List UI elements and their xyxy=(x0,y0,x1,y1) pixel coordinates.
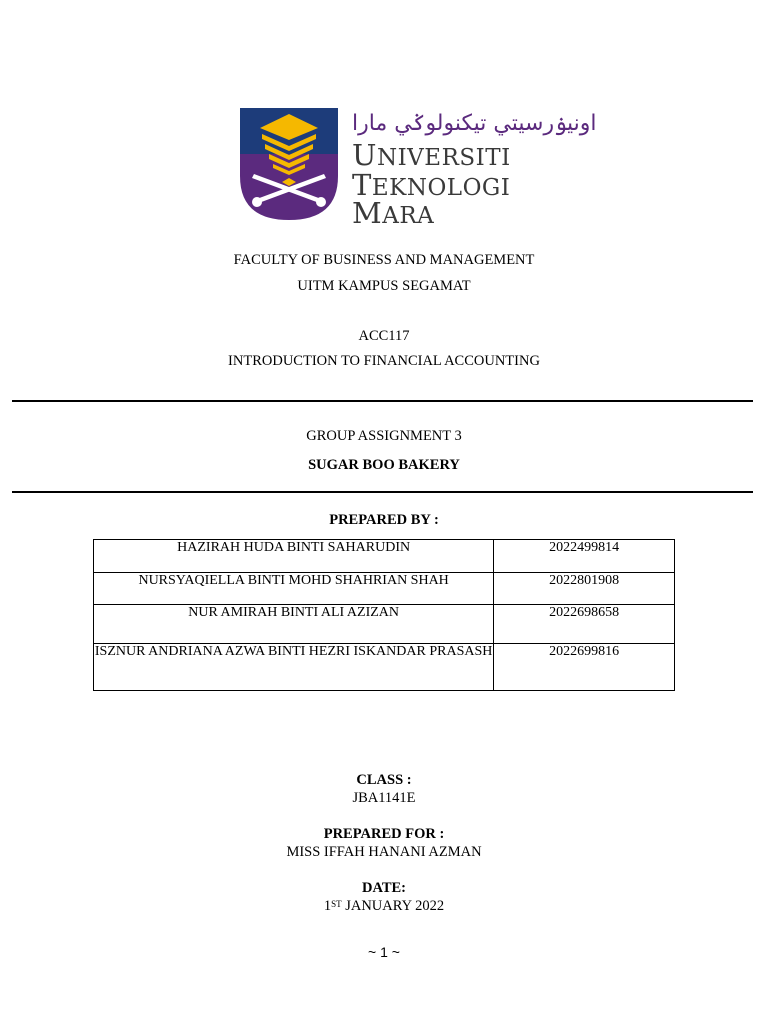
uitm-logo xyxy=(240,108,597,230)
faculty-name: FACULTY OF BUSINESS AND MANAGEMENT xyxy=(233,252,535,268)
members-table xyxy=(93,539,675,691)
date-value: 1ST JANUARY 2022 xyxy=(323,898,445,914)
top-divider xyxy=(12,400,753,402)
member-name: NURSYAQIELLA BINTI MOHD SHAHRIAN SHAH xyxy=(94,573,494,605)
member-name: ISZNUR ANDRIANA AZWA BINTI HEZRI ISKANDAR PRASASH xyxy=(94,644,494,691)
uitm-crest-icon xyxy=(240,108,338,220)
table-row xyxy=(94,605,675,644)
member-id: 2022499814 xyxy=(494,540,675,573)
page-number: ~ 1 ~ xyxy=(368,944,400,960)
course-name: INTRODUCTION TO FINANCIAL ACCOUNTING xyxy=(228,353,540,369)
date-label: DATE: xyxy=(361,880,407,896)
class-label: CLASS : xyxy=(356,772,412,788)
member-name: HAZIRAH HUDA BINTI SAHARUDIN xyxy=(94,540,494,573)
logo-line-mara: MARA xyxy=(352,196,435,230)
course-code: ACC117 xyxy=(358,328,410,344)
table-row xyxy=(94,573,675,605)
prepared-by-label: PREPARED BY : xyxy=(329,512,439,528)
assignment-title: GROUP ASSIGNMENT 3 xyxy=(306,428,462,444)
logo-line-teknologi: TEKNOLOGI xyxy=(352,168,511,202)
member-id: 2022698658 xyxy=(494,605,675,644)
table-row xyxy=(94,644,675,691)
jawi-wordmark: اونيۏرسيتي تيکنولوݢي مارا xyxy=(352,111,597,136)
class-value: JBA1141E xyxy=(352,790,416,806)
logo-line-universiti: UNIVERSITI xyxy=(352,138,511,172)
company-name: SUGAR BOO BAKERY xyxy=(308,457,460,473)
prepared-for-label: PREPARED FOR : xyxy=(323,826,445,842)
member-id: 2022801908 xyxy=(494,573,675,605)
table-row xyxy=(94,540,675,573)
bottom-divider xyxy=(12,491,753,493)
member-name: NUR AMIRAH BINTI ALI AZIZAN xyxy=(94,605,494,644)
campus-name: UITM KAMPUS SEGAMAT xyxy=(297,278,471,294)
prepared-for-value: MISS IFFAH HANANI AZMAN xyxy=(286,844,482,860)
member-id: 2022699816 xyxy=(494,644,675,691)
